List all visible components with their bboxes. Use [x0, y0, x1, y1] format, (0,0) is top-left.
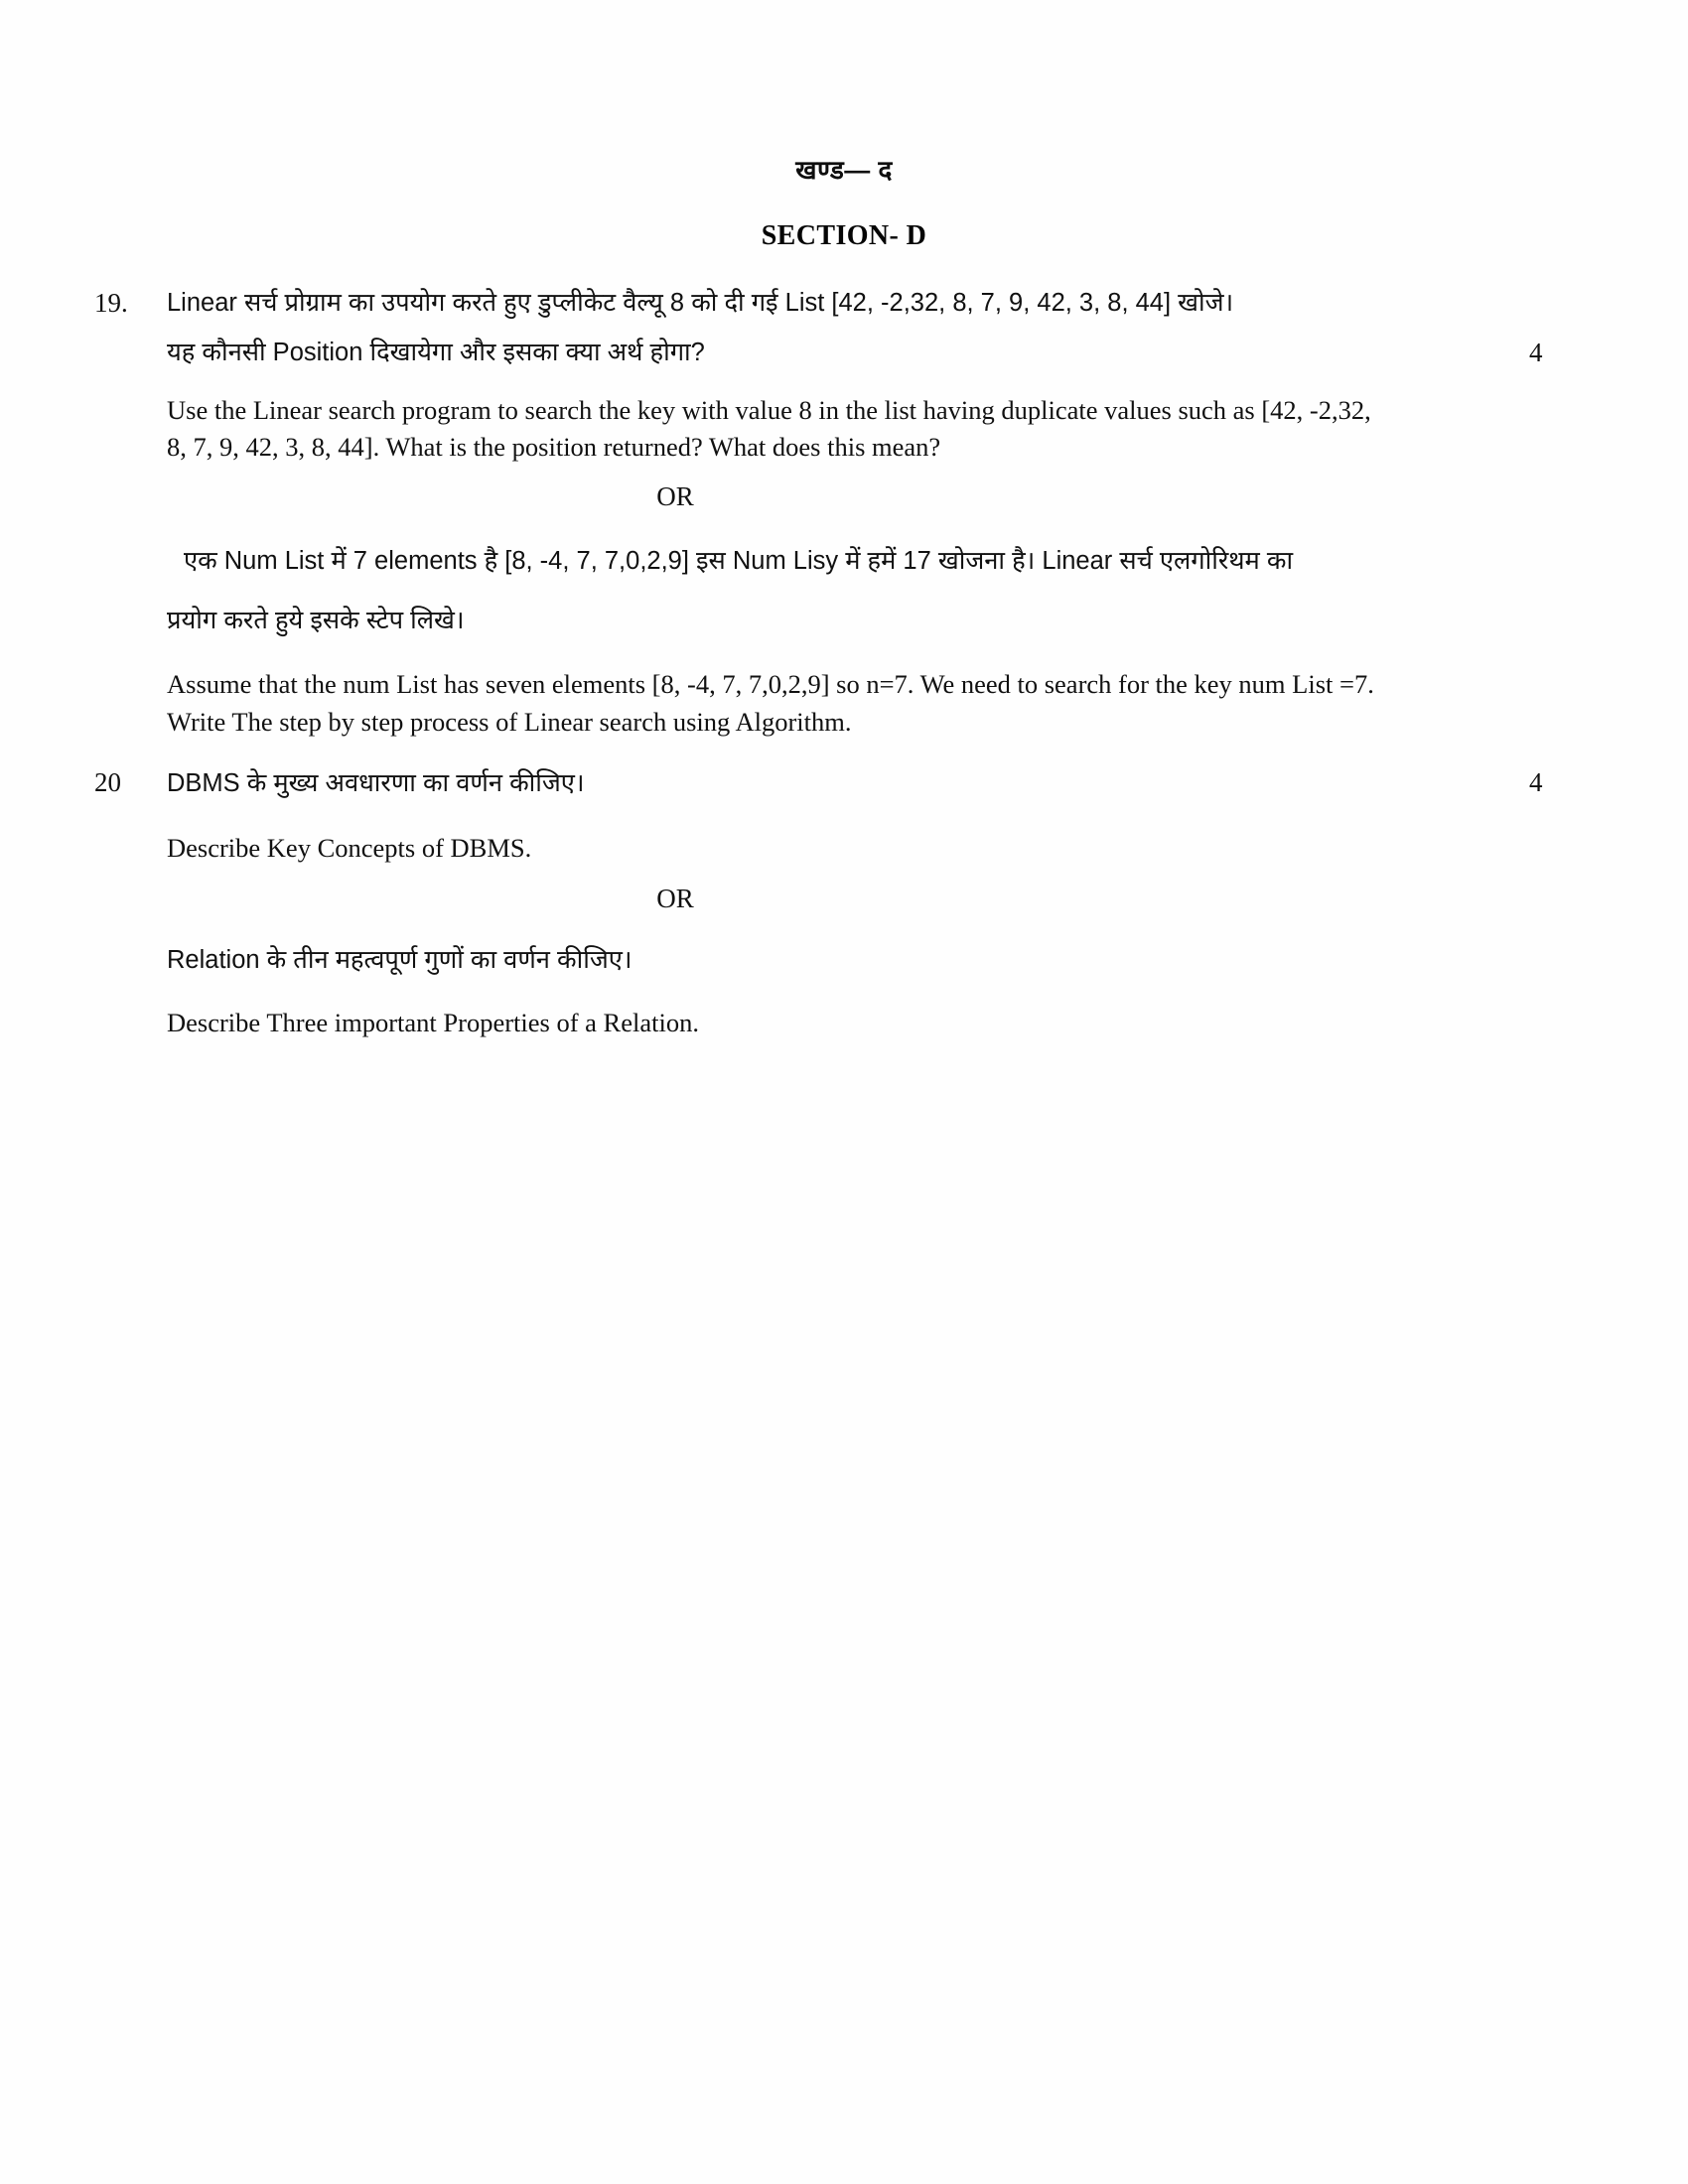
question-20-alt-hindi-line-1: Relation के तीन महत्वपूर्ण गुणों का वर्णन कीजिए।	[167, 946, 633, 974]
question-20-or-separator: OR	[656, 884, 694, 913]
question-19-alt-hindi-line-1: एक Num List में 7 elements है [8, -4, 7, 7,0,2,9] इस Num Lisy में हमें 17 खोजना है। Linear सर्च एलगोरिथम का	[184, 547, 1294, 575]
section-heading-english: SECTION- D	[761, 220, 927, 251]
question-19-alt-english-line-1: Assume that the num List has seven elements [8, -4, 7, 7,0,2,9] so n=7. We need to search for the key num List =7.	[167, 669, 1374, 699]
question-19-hindi-line-1: Linear सर्च प्रोग्राम का उपयोग करते हुए डुप्लीकेट वैल्यू 8 को दी गई List [42, -2,32, 8, 7, 9, 42, 3, 8, 44] खोजे।	[167, 289, 1234, 317]
question-20-hindi-line-1: DBMS के मुख्य अवधारणा का वर्णन कीजिए।	[167, 769, 585, 797]
question-19-hindi-line-2: यह कौनसी Position दिखायेगा और इसका क्या अर्थ होगा?	[167, 339, 705, 366]
question-20-alt-english-line-1: Describe Three important Properties of a Relation.	[167, 1008, 699, 1037]
question-20-marks: 4	[1529, 767, 1543, 797]
question-19-marks: 4	[1529, 338, 1543, 367]
question-19-number: 19.	[94, 288, 128, 318]
section-heading-hindi: खण्ड— द	[795, 155, 893, 185]
question-20-number: 20	[94, 767, 121, 797]
question-20-english-line-1: Describe Key Concepts of DBMS.	[167, 833, 532, 863]
question-19-english-line-2: 8, 7, 9, 42, 3, 8, 44]. What is the position returned? What does this mean?	[167, 432, 941, 462]
question-19-or-separator: OR	[656, 481, 694, 511]
question-19-alt-english-line-2: Write The step by step process of Linear search using Algorithm.	[167, 707, 852, 737]
question-19-english-line-1: Use the Linear search program to search the key with value 8 in the list having duplicate values such as [42, -2,32,	[167, 395, 1371, 425]
question-19-alt-hindi-line-2: प्रयोग करते हुये इसके स्टेप लिखे।	[167, 607, 465, 634]
